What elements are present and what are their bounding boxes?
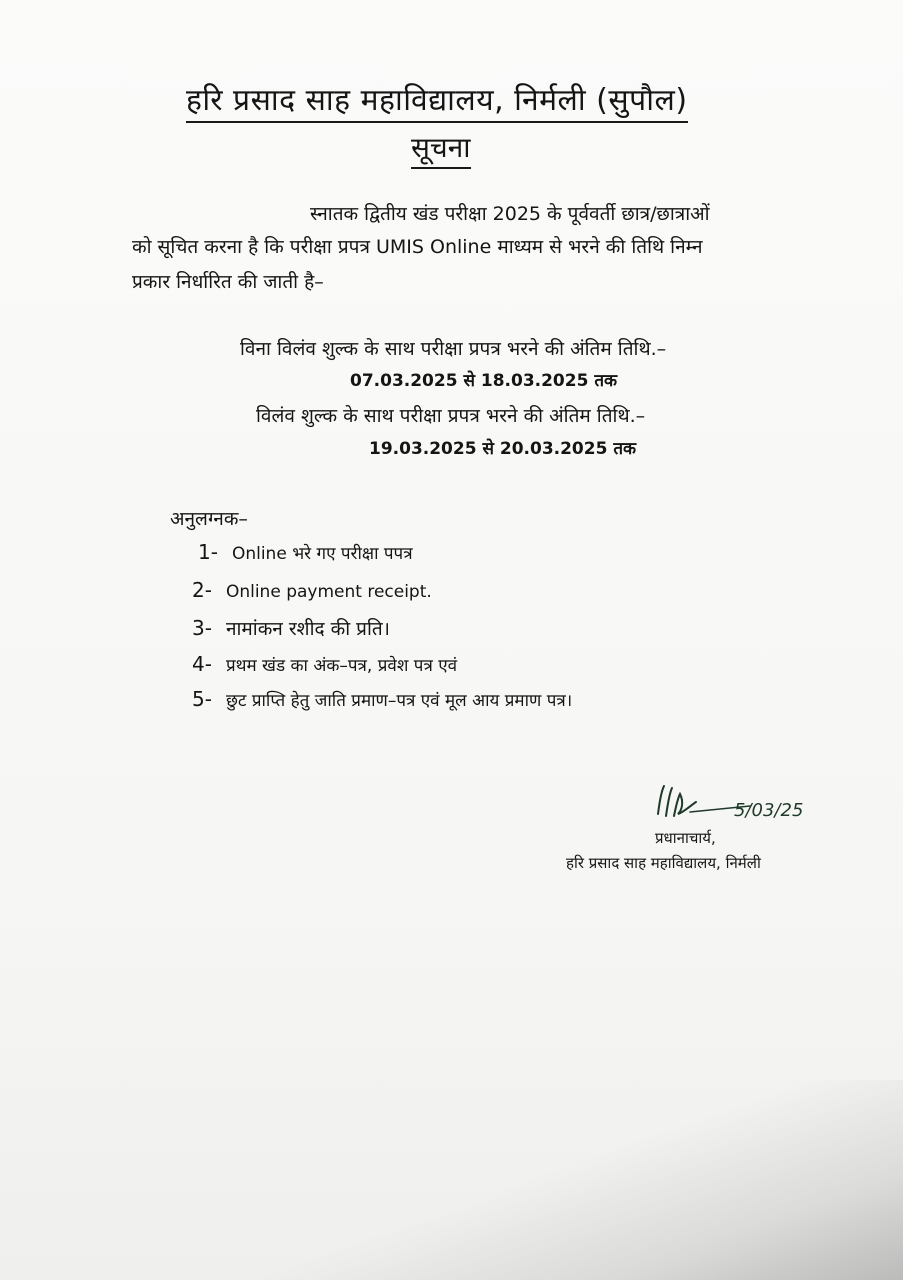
principal-signature <box>650 776 820 826</box>
annexure-item <box>198 540 413 564</box>
annexure-item-number: 2- <box>192 578 212 602</box>
annexure-item-number: 5- <box>192 687 212 711</box>
annexure-item-text: नामांकन रशीद की प्रति। <box>225 618 390 640</box>
with-late-fee-label: विलंव शुल्क के साथ परीक्षा प्रपत्र भरने की अंतिम तिथि.– <box>256 405 646 427</box>
annexure-item <box>192 687 572 711</box>
without-late-fee-label: विना विलंव शुल्क के साथ परीक्षा प्रपत्र भरने की अंतिम तिथि.– <box>240 338 667 360</box>
annexure-item-number: 4- <box>192 652 212 676</box>
notice-line-3: प्रकार निर्धारित की जाती है– <box>132 271 324 293</box>
college-name-signoff: हरि प्रसाद साह महाविद्यालय, निर्मली <box>566 854 761 872</box>
annexure-item <box>192 578 432 602</box>
annexure-item <box>192 615 390 641</box>
annexure-heading: अनुलग्नक– <box>170 508 248 530</box>
college-title: हरि प्रसाद साह महाविद्यालय, निर्मली (सुपौल) <box>186 78 688 123</box>
signature-date: 5/03/25 <box>734 800 804 821</box>
notice-heading: सूचना <box>411 128 471 169</box>
notice-line-2: को सूचित करना है कि परीक्षा प्रपत्र UMIS Online माध्यम से भरने की तिथि निम्न <box>132 236 703 258</box>
annexure-item-number: 3- <box>192 616 212 640</box>
annexure-item-text: प्रथम खंड का अंक–पत्र, प्रवेश पत्र एवं <box>225 656 458 676</box>
annexure-item-text: Online payment receipt. <box>225 582 432 602</box>
annexure-item-text: छुट प्राप्ति हेतु जाति प्रमाण–पत्र एवं मूल आय प्रमाण पत्र। <box>225 691 573 711</box>
annexure-item-text: Online भरे गए परीक्षा पपत्र <box>231 544 413 564</box>
annexure-item-number: 1- <box>198 540 218 564</box>
notice-line-1: स्नातक द्वितीय खंड परीक्षा 2025 के पूर्ववर्ती छात्र/छात्राओं <box>310 203 710 225</box>
page-shadow <box>0 1080 903 1280</box>
principal-designation: प्रधानाचार्य, <box>655 829 716 847</box>
annexure-item <box>192 652 457 676</box>
with-late-fee-range: 19.03.2025 से 20.03.2025 तक <box>369 439 637 459</box>
without-late-fee-range: 07.03.2025 से 18.03.2025 तक <box>350 371 618 391</box>
